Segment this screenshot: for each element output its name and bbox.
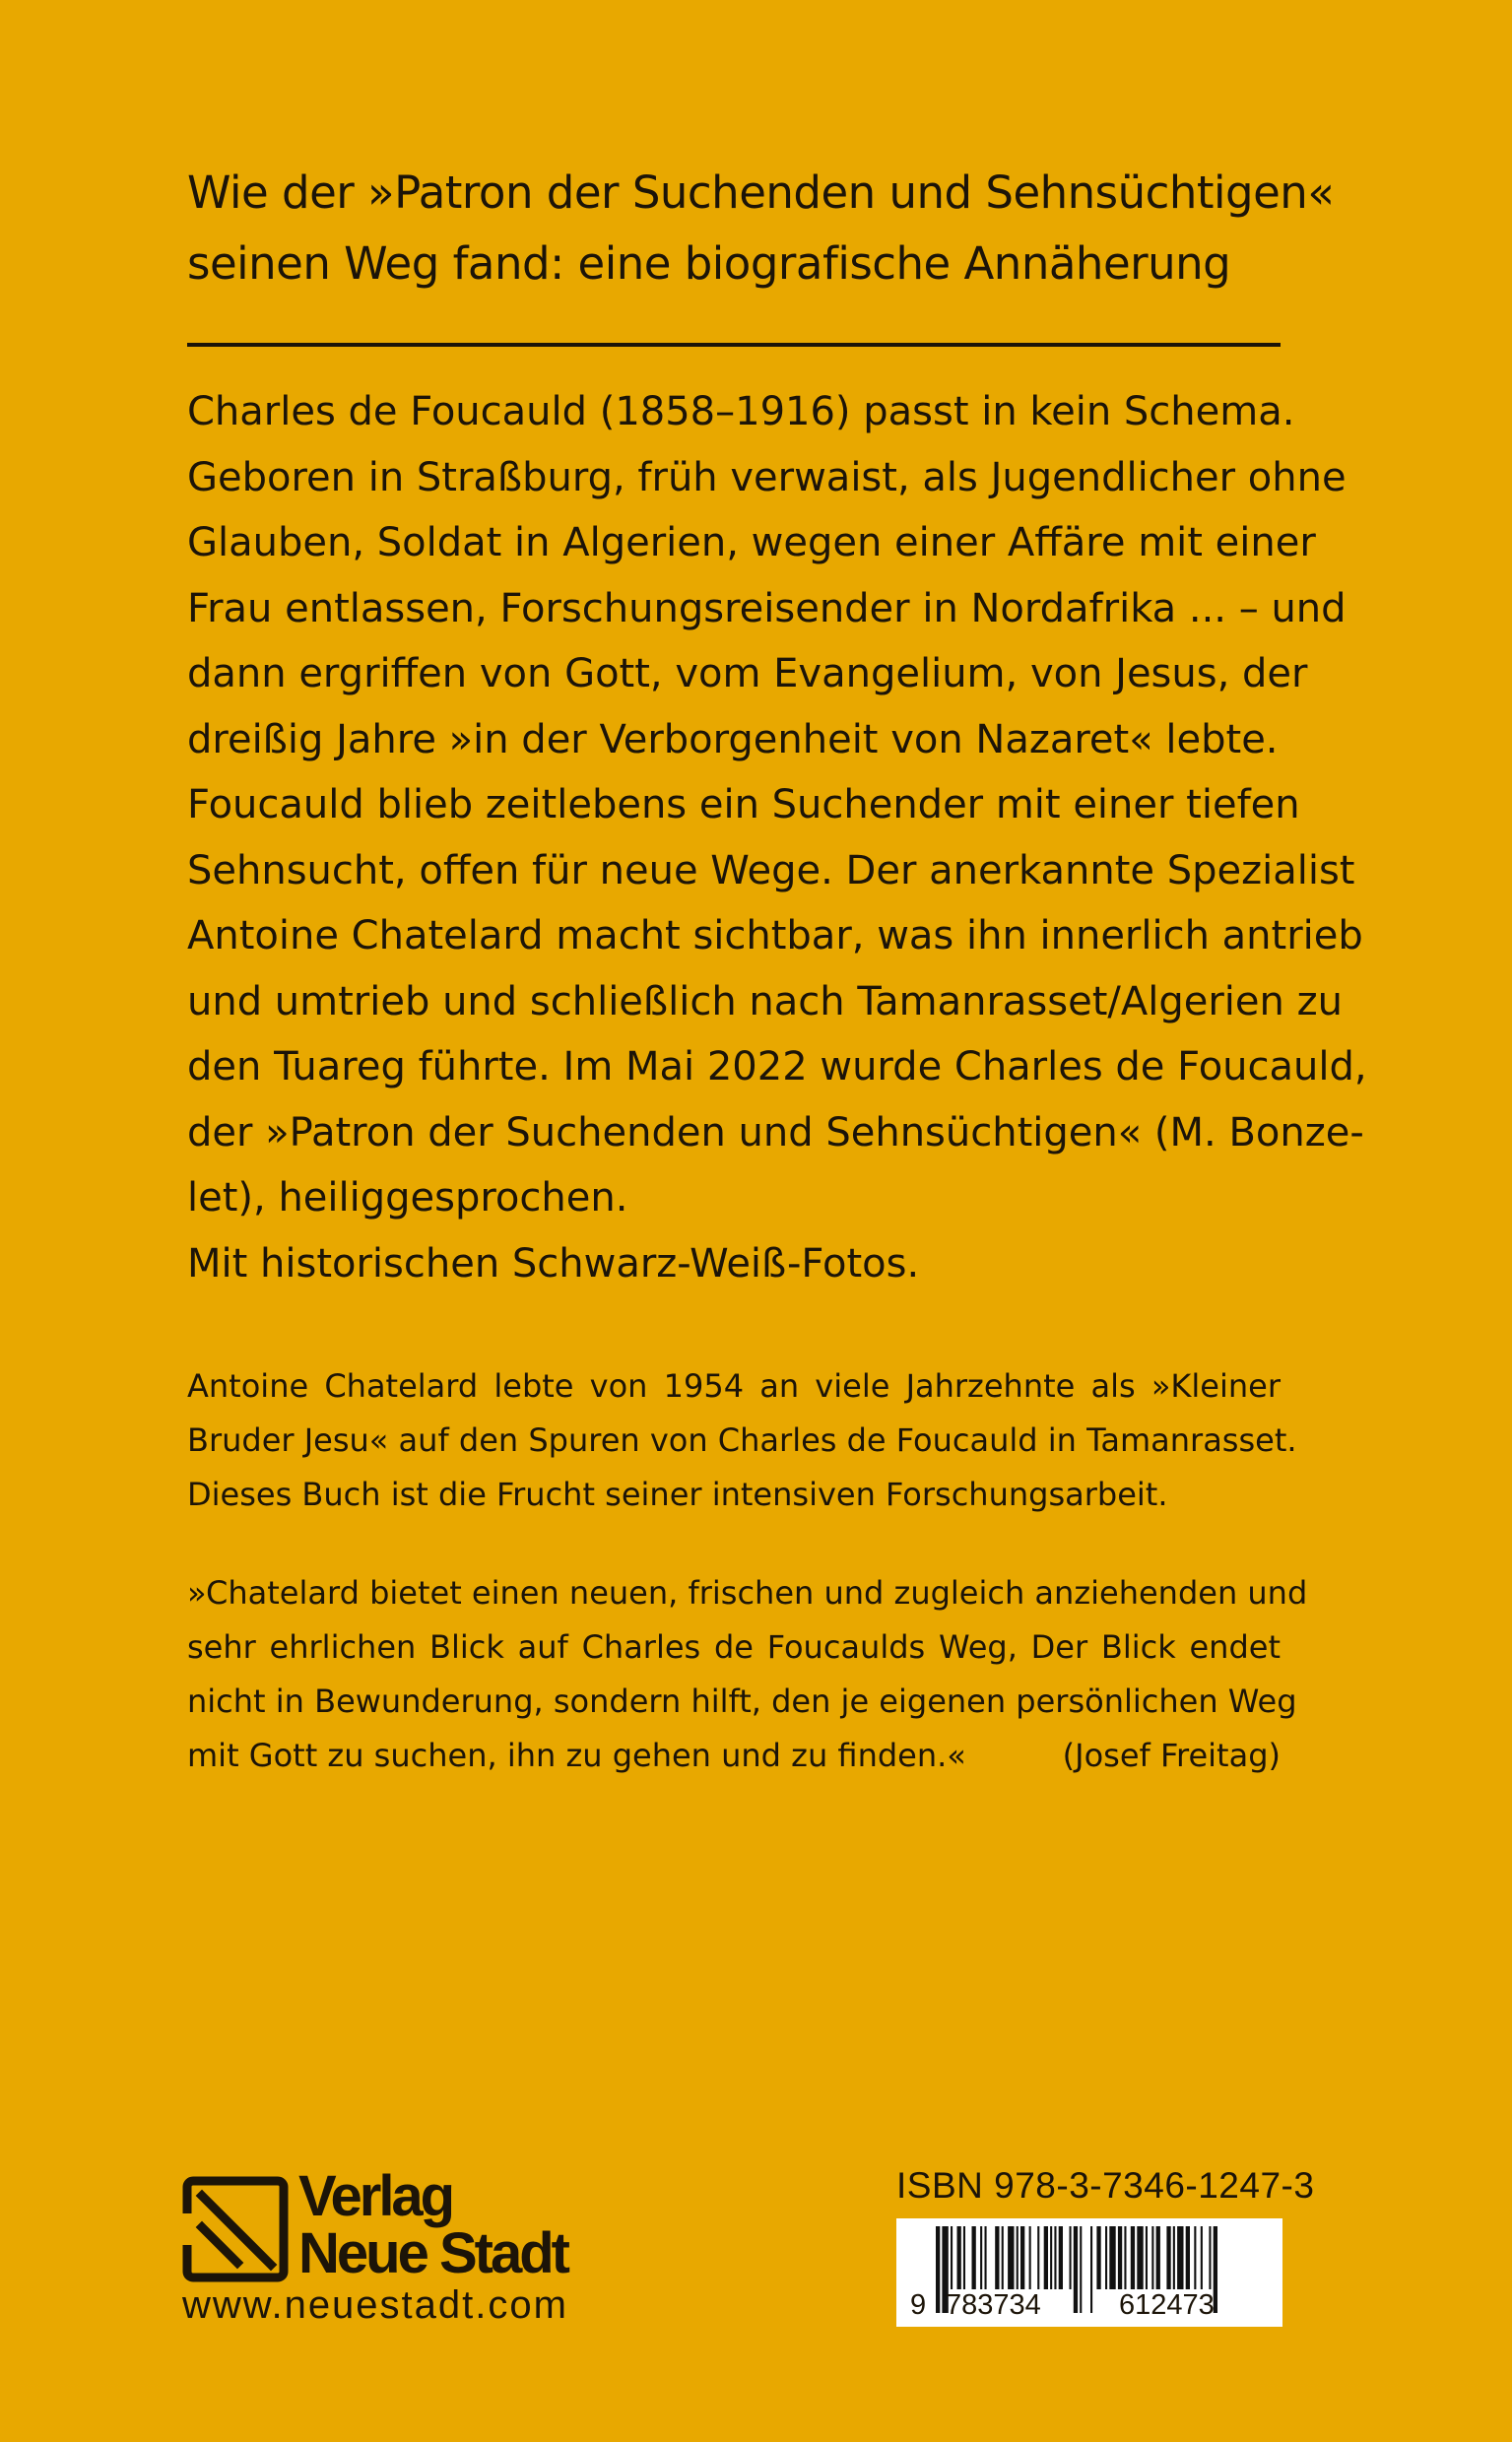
publisher-logo-text [298,2164,567,2285]
description-line: Mit historischen Schwarz-Weiß-Fotos. [187,1240,920,1287]
barcode-bar [1017,2226,1019,2289]
description [187,379,1367,1296]
quote-line: sehr ehrlichen Blick auf Charles de Foucaulds Weg, Der Blick endet [187,1628,1281,1666]
barcode-bar [1137,2226,1143,2289]
barcode-bar [1105,2226,1107,2289]
publisher-name-line1: Verlag [298,2164,453,2228]
publisher-logo-icon [182,2176,289,2282]
barcode-bar [1166,2226,1170,2289]
barcode-bar [1156,2226,1160,2289]
barcode-bar [1186,2226,1190,2289]
description-line: Foucauld blieb zeitlebens ein Suchender mit einer tiefen [187,782,1300,827]
description-line: dreißig Jahre »in der Verborgenheit von Nazaret« lebte. [187,716,1279,762]
barcode-bar [1096,2226,1100,2289]
barcode-bar [1008,2226,1014,2289]
quote-line: nicht in Bewunderung, sondern hilft, den je eigenen persönlichen Weg [187,1683,1297,1720]
description-line: der »Patron der Suchenden und Sehnsüchtigen« (M. Bonze- [187,1109,1364,1155]
description-line: Glauben, Soldat in Algerien, wegen einer Affäre mit einer [187,520,1316,565]
headline [187,158,1335,299]
barcode-bar [1173,2226,1175,2289]
author-bio-line: Antoine Chatelard lebte von 1954 an viele Jahrzehnte als »Kleiner [187,1367,1281,1405]
barcode-bar [1209,2226,1211,2289]
barcode-bar [1054,2226,1056,2289]
description-line: let), heiliggesprochen. [187,1175,628,1221]
barcode-bar [1124,2226,1126,2289]
barcode-bar [1037,2226,1039,2289]
headline-line: seinen Weg fand: eine biografische Annäherung [187,237,1231,290]
barcode-bar [1131,2226,1135,2289]
description-line: dann ergriffen von Gott, vom Evangelium, von Jesus, der [187,651,1308,696]
description-line: Antoine Chatelard macht sichtbar, was ihn innerlich antrieb [187,913,1363,958]
quote-line: mit Gott zu suchen, ihn zu gehen und zu finden.« [187,1737,966,1774]
barcode-bar [1194,2226,1196,2289]
review-quote [187,1566,1308,1783]
barcode-digits-left: 783734 [946,2289,1041,2321]
barcode-bar [1050,2226,1052,2289]
publisher-name-line2: Neue Stadt [298,2221,567,2285]
author-bio [187,1359,1297,1522]
divider-rule [187,343,1281,347]
barcode-bar [963,2226,965,2289]
author-bio-line: Dieses Buch ist die Frucht seiner intensiven Forschungsarbeit. [187,1476,1168,1513]
description-line: den Tuareg führte. Im Mai 2022 wurde Charles de Foucauld, [187,1044,1367,1089]
quote-attribution: (Josef Freitag) [1062,1737,1281,1774]
quote-last-row [187,1729,1281,1783]
barcode-bar [1070,2226,1072,2289]
publisher-website: www.neuestadt.com [182,2283,568,2327]
barcode-bar [951,2226,953,2289]
barcode-bar [972,2226,976,2289]
isbn-label: ISBN 978-3-7346-1247-3 [896,2165,1315,2206]
headline-line: Wie der »Patron der Suchenden und Sehnsüchtigen« [187,166,1335,219]
barcode-bar [980,2226,982,2289]
barcode-bar [985,2226,987,2289]
barcode-bar [995,2226,999,2289]
isbn-barcode [896,2218,1282,2327]
barcode-digits [896,2289,1282,2325]
description-line: Sehnsucht, offen für neue Wege. Der anerkannte Spezialist [187,847,1355,893]
barcode-bar [1029,2226,1031,2289]
barcode-bar [1059,2226,1063,2289]
publisher-logo [182,2164,635,2285]
barcode-bar [1044,2226,1048,2289]
author-bio-line: Bruder Jesu« auf den Spuren von Charles de Foucauld in Tamanrasset. [187,1421,1297,1459]
description-line: Charles de Foucauld (1858–1916) passt in kein Schema. [187,389,1295,434]
barcode-bar [1177,2226,1183,2289]
barcode-bar [1118,2226,1122,2289]
barcode-bar [957,2226,961,2289]
barcode-bar [1002,2226,1004,2289]
barcode-bar [1020,2226,1024,2289]
barcode-digits-right: 612473 [1119,2289,1215,2321]
quote-line: »Chatelard bietet einen neuen, frischen und zugleich anziehenden und [187,1574,1308,1612]
barcode-bar [1201,2226,1203,2289]
description-line: Frau entlassen, Forschungsreisender in Nordafrika ... – und [187,585,1347,631]
description-line: und umtrieb und schließlich nach Tamanrasset/Algerien zu [187,978,1343,1024]
barcode-digit-first: 9 [910,2289,927,2321]
barcode-bar [1146,2226,1148,2289]
barcode-bar [1151,2226,1153,2289]
description-line: Geboren in Straßburg, früh verwaist, als Jugendlicher ohne [187,454,1347,500]
barcode-bar [1109,2226,1115,2289]
